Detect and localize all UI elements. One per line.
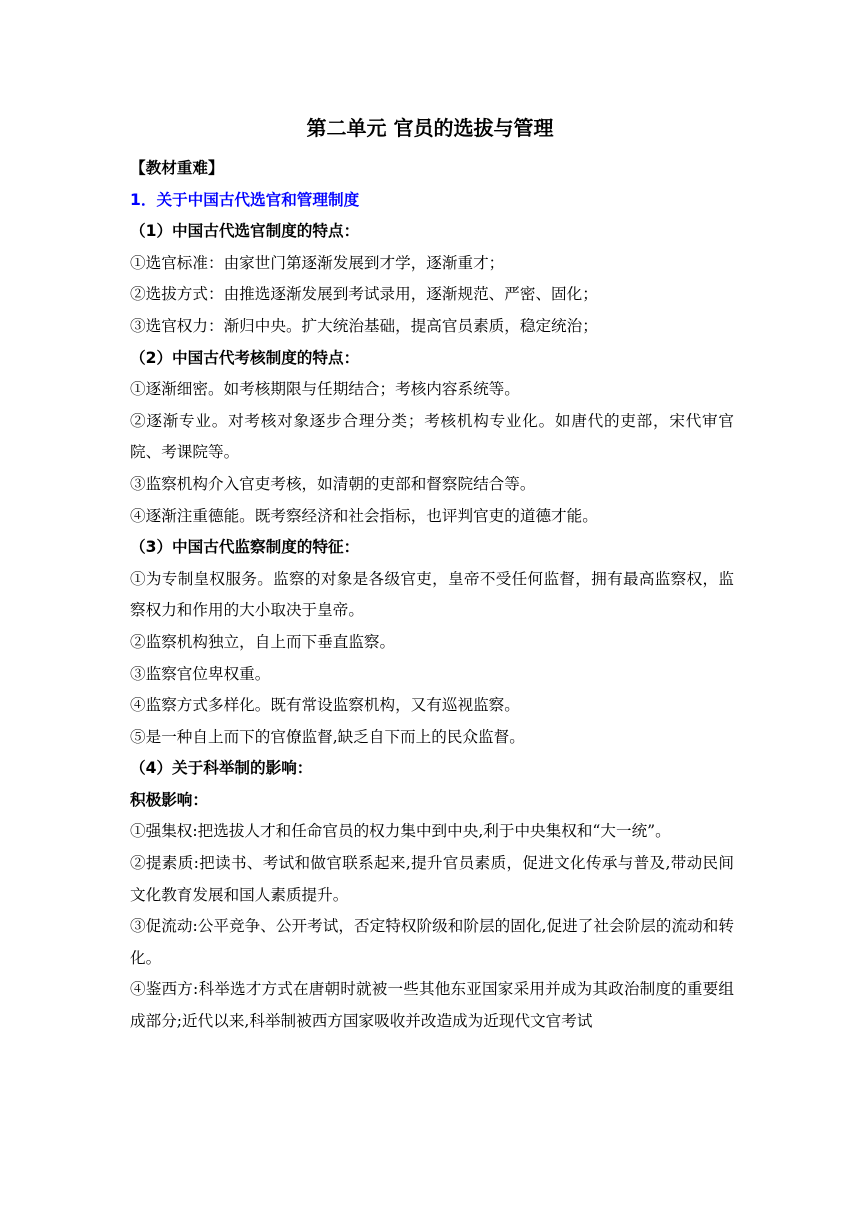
list-item: ③选官权力：渐归中央。扩大统治基础，提高官员素质，稳定统治； [130,316,598,335]
subsection-heading: （4）关于科举制的影响： [130,759,313,778]
list-item: ②监察机构独立，自上而下垂直监察。 [130,632,396,651]
list-item: ④逐渐注重德能。既考察经济和社会指标，也评判官吏的道德才能。 [130,506,598,525]
list-item: ④监察方式多样化。既有常设监察机构，又有巡视监察。 [130,696,520,715]
list-item: ②选拔方式：由推选逐渐发展到考试录用，逐渐规范、严密、固化； [130,285,598,304]
section-header: 【教材重难】 [130,159,224,177]
page-title: 第二单元 官员的选拔与管理 [306,116,554,140]
list-item: ①选官标准：由家世门第逐渐发展到才学，逐渐重才； [130,253,505,272]
list-item: ①为专制皇权服务。监察的对象是各级官吏，皇帝不受任何监督，拥有最高监察权，监察权力和作用的大小取决于皇帝。 [130,569,734,620]
list-item: ③监察官位卑权重。 [130,664,271,683]
topic-heading: 1．关于中国古代选官和管理制度 [130,190,360,209]
list-item: ⑤是一种自上而下的官僚监督,缺乏自下而上的民众监督。 [130,727,525,746]
subsection-heading: （3）中国古代监察制度的特征： [130,538,360,557]
positive-impact-label: 积极影响： [130,790,208,809]
list-item: ③促流动:公平竞争、公开考试，否定特权阶级和阶层的固化,促进了社会阶层的流动和转化。 [130,917,734,967]
list-item: ①逐渐细密。如考核期限与任期结合；考核内容系统等。 [130,380,520,399]
subsection-heading: （2）中国古代考核制度的特点： [130,348,360,367]
subsection-heading: （1）中国古代选官制度的特点： [130,222,360,241]
list-item: ①强集权:把选拔人才和任命官员的权力集中到中央,利于中央集权和“大一统”。 [130,822,671,841]
list-item: ②提素质:把读书、考试和做官联系起来,提升官员素质，促进文化传承与普及,带动民间文化教育发展和国人素质提升。 [130,854,734,904]
list-item: ③监察机构介入官吏考核，如清朝的吏部和督察院结合等。 [130,474,536,493]
document-body [130,153,734,1038]
list-item: ②逐渐专业。对考核对象逐步合理分类；考核机构专业化。如唐代的吏部，宋代审官院、考课院等。 [130,411,734,462]
list-item: ④鉴西方:科举选才方式在唐朝时就被一些其他东亚国家采用并成为其政治制度的重要组成部分;近代以来,科举制被西方国家吸收并改造成为近现代文官考试 [130,980,734,1031]
